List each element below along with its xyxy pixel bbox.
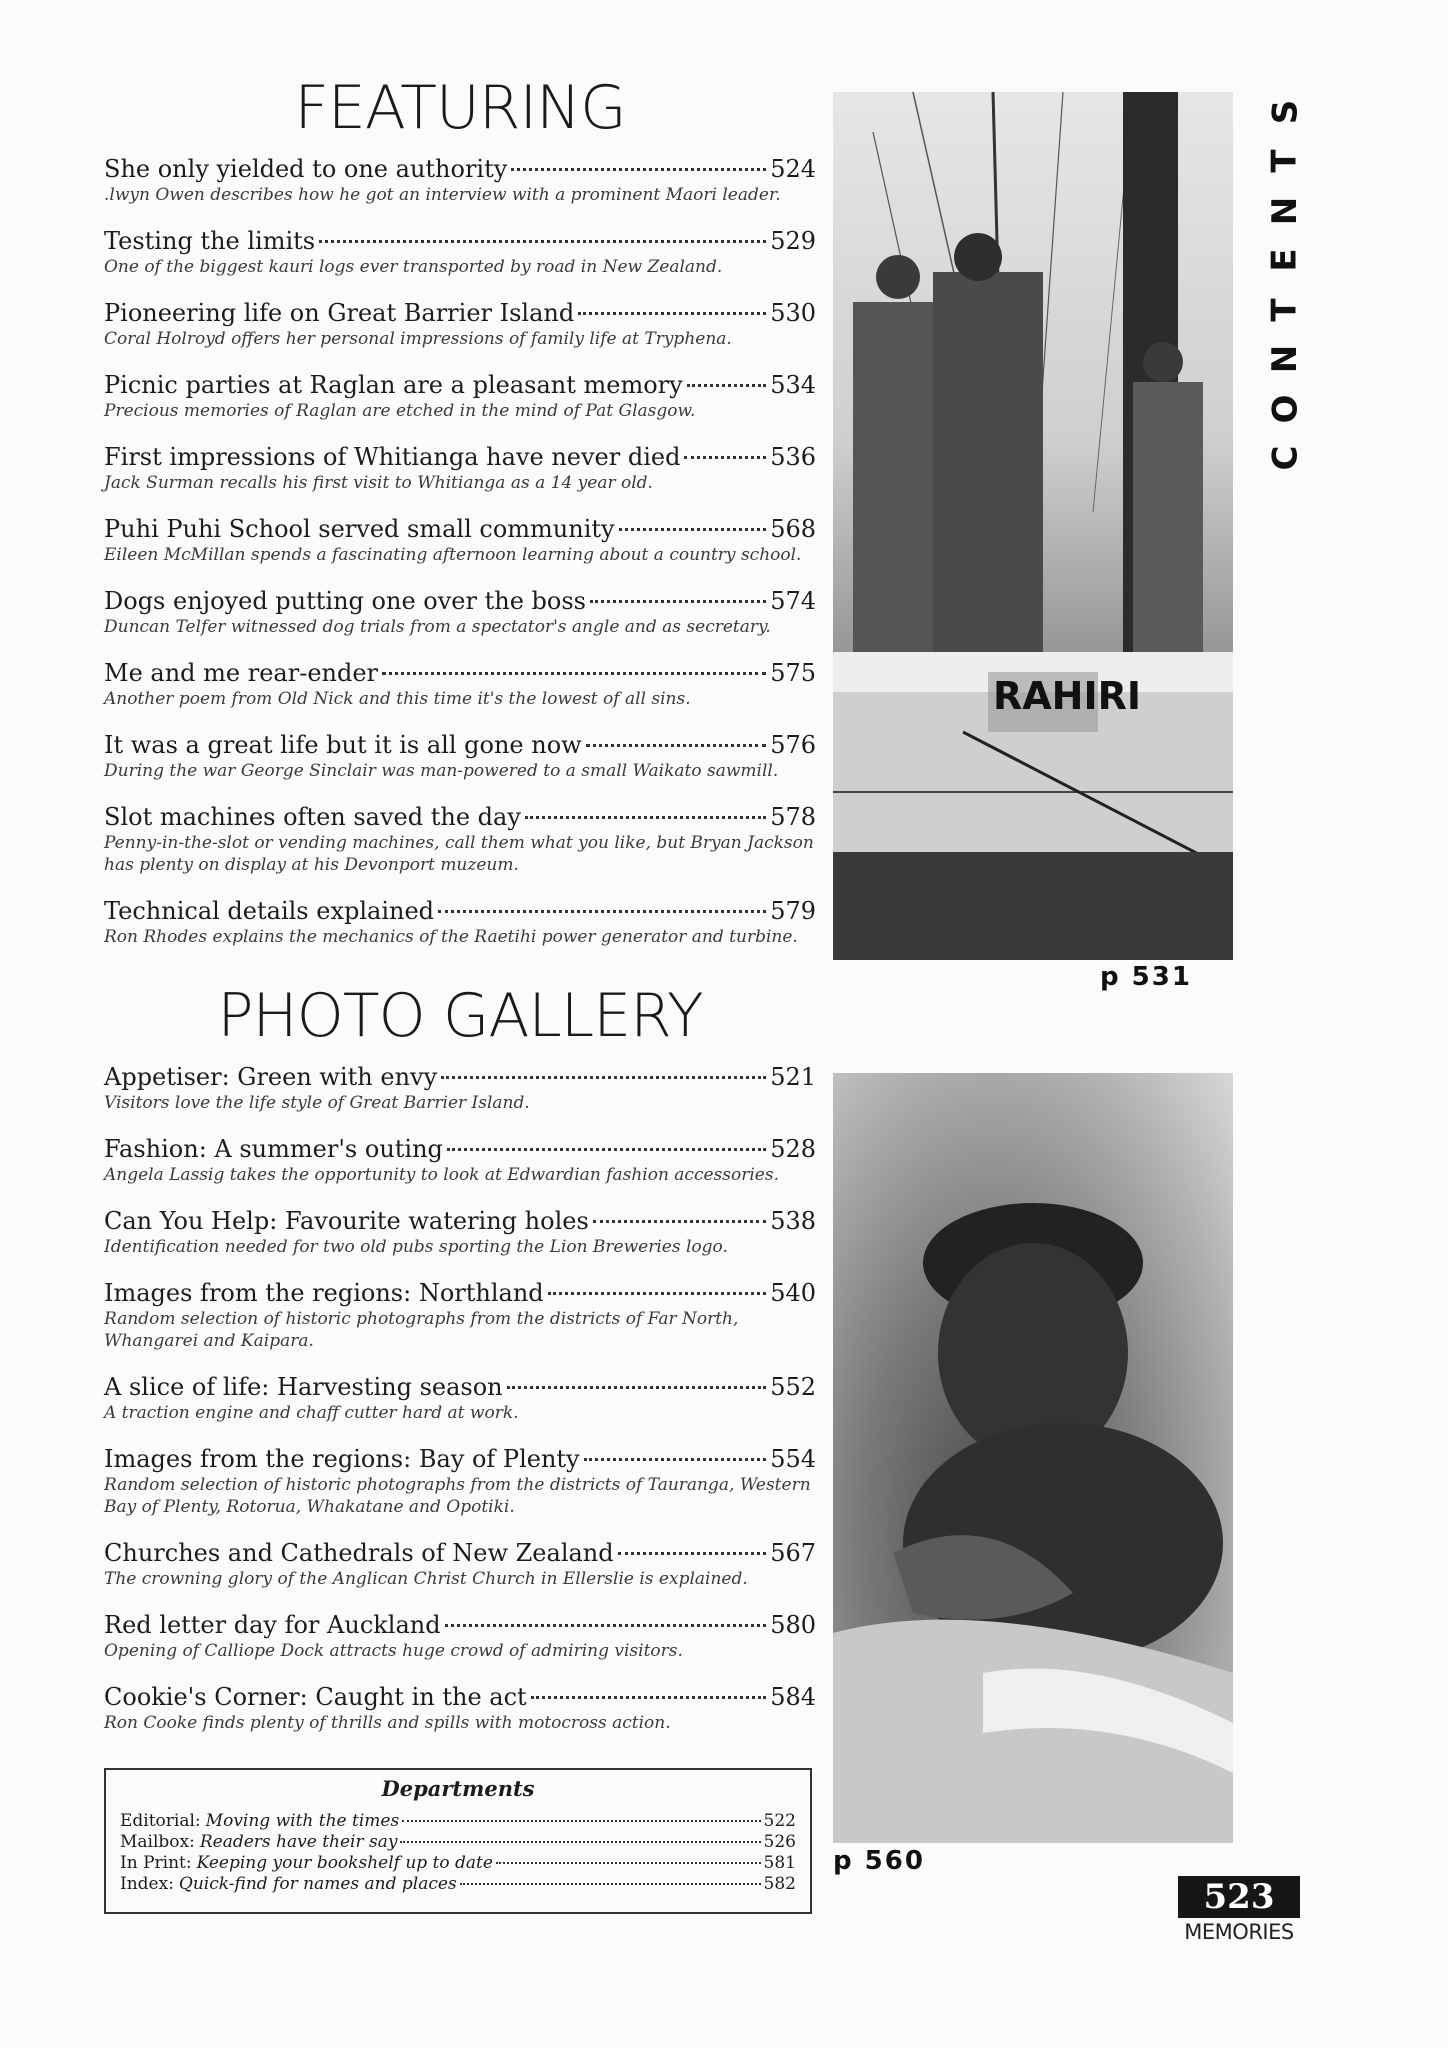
contents-vertical-label <box>1263 95 1307 475</box>
gallery-entry <box>104 1444 816 1518</box>
entry-description: Another poem from Old Nick and this time it's the lowest of all sins. <box>104 689 691 709</box>
entry-page-number: 574 <box>770 587 816 615</box>
entry-title: Can You Help: Favourite watering holes <box>104 1207 589 1235</box>
dot-leader <box>584 1458 767 1461</box>
departments-list <box>120 1811 796 1895</box>
dot-leader <box>447 1148 766 1151</box>
entry-line <box>104 730 816 760</box>
entry-page-number: 580 <box>770 1611 816 1639</box>
department-page-number: 522 <box>763 1811 796 1831</box>
entry-page-number: 552 <box>770 1373 816 1401</box>
dot-leader <box>593 1220 766 1223</box>
featuring-entry <box>104 730 816 782</box>
dot-leader <box>445 1624 767 1627</box>
entry-line <box>104 370 816 400</box>
departments-box <box>104 1768 812 1914</box>
entry-line <box>104 1206 816 1236</box>
gallery-entry <box>104 1372 816 1424</box>
contents-letter: T <box>1264 298 1305 322</box>
entry-page-number: 584 <box>770 1683 816 1711</box>
entry-line <box>104 154 816 184</box>
department-page-number: 581 <box>763 1853 796 1873</box>
entry-line <box>104 896 816 926</box>
contents-letter: N <box>1265 196 1305 226</box>
gallery-entry <box>104 1278 816 1352</box>
department-description: Keeping your bookshelf up to date <box>196 1853 493 1873</box>
entry-line <box>104 1278 816 1308</box>
entry-title: Appetiser: Green with envy <box>104 1063 438 1091</box>
entry-line <box>104 586 816 616</box>
gallery-entry <box>104 1062 816 1114</box>
dot-leader <box>618 1552 767 1555</box>
dot-leader <box>511 168 766 171</box>
entry-page-number: 579 <box>770 897 816 925</box>
featuring-entry <box>104 154 816 206</box>
dot-leader <box>402 1820 760 1822</box>
featuring-list <box>104 154 816 948</box>
featuring-entry <box>104 442 816 494</box>
child-in-water-photo <box>833 1073 1233 1843</box>
featuring-heading: FEATURING <box>294 73 626 143</box>
department-name: Editorial: <box>120 1811 201 1831</box>
department-name: In Print: <box>120 1853 192 1873</box>
entry-line <box>104 298 816 328</box>
entry-description: One of the biggest kauri logs ever transported by road in New Zealand. <box>104 257 723 277</box>
contents-letter: O <box>1265 394 1305 423</box>
entry-title: Churches and Cathedrals of New Zealand <box>104 1539 614 1567</box>
entry-page-number: 530 <box>770 299 816 327</box>
entry-page-number: 578 <box>770 803 816 831</box>
featuring-entry <box>104 658 816 710</box>
entry-title: Red letter day for Auckland <box>104 1611 441 1639</box>
entry-page-number: 524 <box>770 155 816 183</box>
entry-line <box>104 1134 816 1164</box>
entry-page-number: 568 <box>770 515 816 543</box>
entry-title: Me and me rear-ender <box>104 659 379 687</box>
entry-description: Identification needed for two old pubs sporting the Lion Breweries logo. <box>104 1237 728 1257</box>
entry-description: .lwyn Owen describes how he got an interview with a prominent Maori leader. <box>104 185 781 205</box>
entry-page-number: 534 <box>770 371 816 399</box>
entry-page-number: 576 <box>770 731 816 759</box>
entry-description: Penny-in-the-slot or vending machines, call them what you like, but Bryan Jackson has plenty on display at his Devonport muzeum. <box>104 833 814 875</box>
entry-line <box>104 442 816 472</box>
featuring-entry <box>104 896 816 948</box>
entry-line <box>104 514 816 544</box>
entry-page-number: 528 <box>770 1135 816 1163</box>
gallery-entry <box>104 1538 816 1590</box>
department-page-number: 582 <box>763 1874 796 1894</box>
entry-page-number: 536 <box>770 443 816 471</box>
entry-description: Eileen McMillan spends a fascinating afternoon learning about a country school. <box>104 545 802 565</box>
entry-line <box>104 226 816 256</box>
dot-leader <box>590 600 766 603</box>
featuring-entry <box>104 586 816 638</box>
featuring-entry <box>104 226 816 278</box>
department-row <box>120 1811 796 1832</box>
entry-title: Pioneering life on Great Barrier Island <box>104 299 575 327</box>
entry-description: Visitors love the life style of Great Barrier Island. <box>104 1093 530 1113</box>
entry-page-number: 554 <box>770 1445 816 1473</box>
dot-leader <box>382 672 766 675</box>
entry-page-number: 521 <box>770 1063 816 1091</box>
dot-leader <box>496 1862 761 1864</box>
entry-title: First impressions of Whitianga have never died <box>104 443 681 471</box>
dot-leader <box>687 384 767 387</box>
entry-title: Testing the limits <box>104 227 316 255</box>
contents-letter: T <box>1264 149 1305 174</box>
entry-title: A slice of life: Harvesting season <box>104 1373 503 1401</box>
department-row <box>120 1874 796 1895</box>
gallery-entry <box>104 1206 816 1258</box>
entry-description: Random selection of historic photographs from the districts of Far North, Whangarei and Kaipara. <box>104 1309 739 1351</box>
entry-description: Opening of Calliope Dock attracts huge crowd of admiring visitors. <box>104 1641 683 1661</box>
entry-page-number: 538 <box>770 1207 816 1235</box>
entry-title: Images from the regions: Northland <box>104 1279 544 1307</box>
dot-leader <box>684 456 766 459</box>
dot-leader <box>578 312 766 315</box>
entry-title: Picnic parties at Raglan are a pleasant memory <box>104 371 683 399</box>
entry-title: Cookie's Corner: Caught in the act <box>104 1683 527 1711</box>
department-description: Quick-find for names and places <box>178 1874 457 1894</box>
entry-description: Random selection of historic photographs from the districts of Tauranga, Western Bay of Plenty, Rotorua, Whakatane and Opotiki. <box>104 1475 811 1517</box>
department-row <box>120 1832 796 1853</box>
contents-column <box>104 73 816 1754</box>
featuring-entry <box>104 514 816 566</box>
entry-title: Puhi Puhi School served small community <box>104 515 615 543</box>
page-number-badge: 523 <box>1178 1876 1300 1918</box>
dot-leader <box>438 910 766 913</box>
dot-leader <box>525 816 766 819</box>
entry-description: During the war George Sinclair was man-powered to a small Waikato sawmill. <box>104 761 779 781</box>
entry-title: Slot machines often saved the day <box>104 803 521 831</box>
entry-description: Duncan Telfer witnessed dog trials from a spectator's angle and as secretary. <box>104 617 771 637</box>
gallery-list <box>104 1062 816 1734</box>
gallery-entry <box>104 1610 816 1662</box>
entry-title: It was a great life but it is all gone now <box>104 731 582 759</box>
department-name: Index: <box>120 1874 174 1894</box>
entry-page-number: 575 <box>770 659 816 687</box>
top-photo-caption: p 531 <box>1100 962 1192 992</box>
department-description: Readers have their say <box>199 1832 398 1852</box>
entry-description: Precious memories of Raglan are etched in the mind of Pat Glasgow. <box>104 401 696 421</box>
featuring-entry <box>104 802 816 876</box>
sailing-ship-photo <box>833 92 1233 960</box>
magazine-name: MEMORIES <box>1184 1920 1294 1944</box>
entry-page-number: 540 <box>770 1279 816 1307</box>
bottom-photo-caption: p 560 <box>833 1846 925 1876</box>
dot-leader <box>441 1076 766 1079</box>
featuring-entry <box>104 370 816 422</box>
department-page-number: 526 <box>763 1832 796 1852</box>
entry-line <box>104 1062 816 1092</box>
department-row <box>120 1853 796 1874</box>
dot-leader <box>531 1696 767 1699</box>
dot-leader <box>400 1841 760 1843</box>
entry-line <box>104 1372 816 1402</box>
department-description: Moving with the times <box>205 1811 400 1831</box>
child-illustration <box>833 1073 1233 1843</box>
entry-line <box>104 1538 816 1568</box>
departments-heading: Departments <box>381 1776 535 1801</box>
entry-page-number: 529 <box>770 227 816 255</box>
ship-illustration <box>833 92 1233 960</box>
featuring-entry <box>104 298 816 350</box>
entry-title: Fashion: A summer's outing <box>104 1135 443 1163</box>
gallery-entry <box>104 1682 816 1734</box>
department-name: Mailbox: <box>120 1832 195 1852</box>
gallery-entry <box>104 1134 816 1186</box>
contents-letter: E <box>1264 248 1305 272</box>
dot-leader <box>586 744 767 747</box>
entry-line <box>104 1682 816 1712</box>
entry-description: Jack Surman recalls his first visit to Whitianga as a 14 year old. <box>104 473 653 493</box>
entry-description: The crowning glory of the Anglican Christ Church in Ellerslie is explained. <box>104 1569 748 1589</box>
dot-leader <box>460 1883 761 1885</box>
entry-page-number: 567 <box>770 1539 816 1567</box>
entry-description: Ron Cooke finds plenty of thrills and spills with motocross action. <box>104 1713 671 1733</box>
dot-leader <box>507 1386 767 1389</box>
entry-line <box>104 802 816 832</box>
entry-description: Ron Rhodes explains the mechanics of the Raetihi power generator and turbine. <box>104 927 798 947</box>
entry-title: She only yielded to one authority <box>104 155 508 183</box>
entry-title: Images from the regions: Bay of Plenty <box>104 1445 580 1473</box>
entry-line <box>104 658 816 688</box>
dot-leader <box>319 240 766 243</box>
entry-title: Technical details explained <box>104 897 435 925</box>
entry-line <box>104 1610 816 1640</box>
dot-leader <box>619 528 767 531</box>
photo-gallery-heading: PHOTO GALLERY <box>217 981 703 1051</box>
contents-letter: N <box>1265 344 1305 374</box>
entry-description: Coral Holroyd offers her personal impressions of family life at Tryphena. <box>104 329 732 349</box>
entry-title: Dogs enjoyed putting one over the boss <box>104 587 586 615</box>
dot-leader <box>548 1292 767 1295</box>
entry-line <box>104 1444 816 1474</box>
contents-letter: C <box>1264 445 1305 471</box>
entry-description: A traction engine and chaff cutter hard at work. <box>104 1403 519 1423</box>
boat-name-text: RAHIRI <box>993 674 1142 718</box>
contents-letter: S <box>1265 99 1305 125</box>
entry-description: Angela Lassig takes the opportunity to look at Edwardian fashion accessories. <box>104 1165 779 1185</box>
